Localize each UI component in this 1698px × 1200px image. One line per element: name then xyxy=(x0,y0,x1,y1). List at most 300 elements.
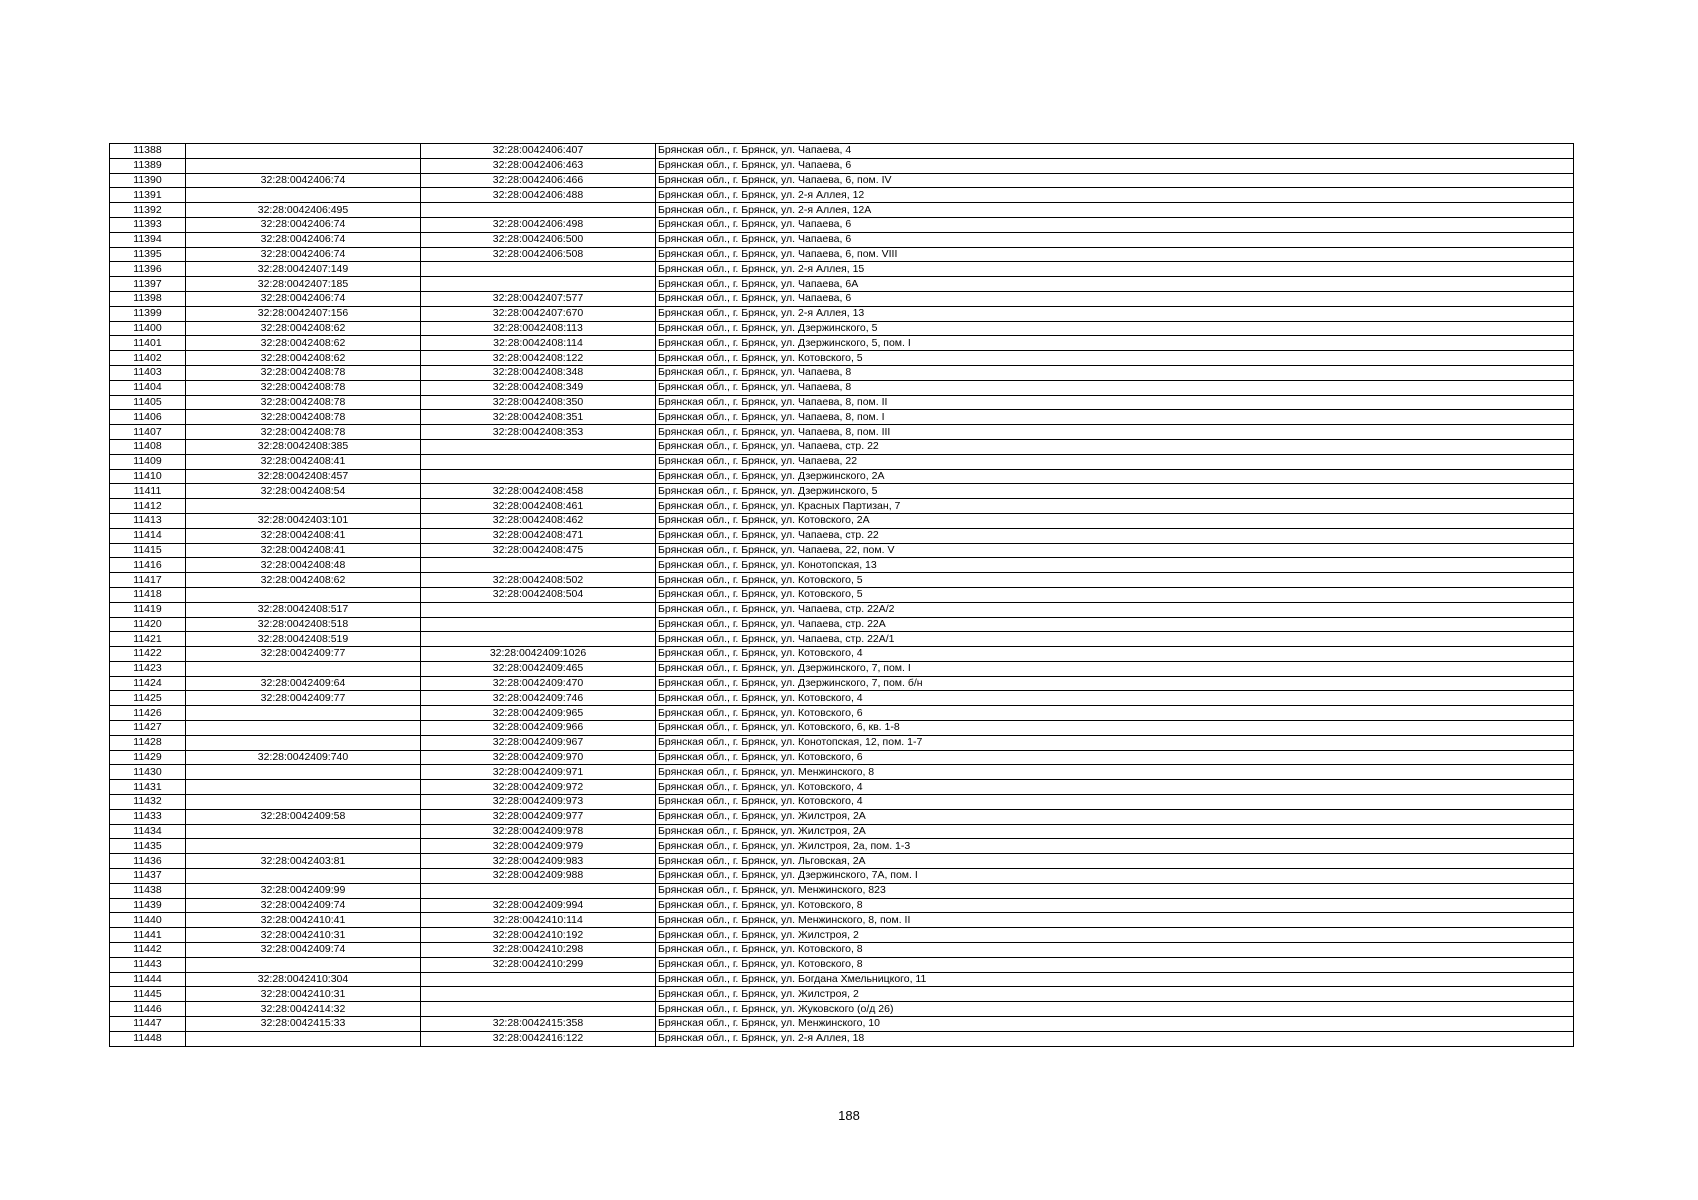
parcel-cadastral-number-cell: 32:28:0042408:62 xyxy=(186,573,421,588)
address-cell: Брянская обл., г. Брянск, ул. Чапаева, стр. 22А/2 xyxy=(656,602,1574,617)
parcel-cadastral-number-cell: 32:28:0042408:41 xyxy=(186,528,421,543)
address-cell: Брянская обл., г. Брянск, ул. Конотопская, 12, пом. 1-7 xyxy=(656,735,1574,750)
object-cadastral-number-cell: 32:28:0042408:351 xyxy=(421,410,656,425)
table-row xyxy=(110,898,1574,913)
row-number-cell: 11426 xyxy=(110,706,186,721)
row-number-cell: 11436 xyxy=(110,854,186,869)
row-number-cell: 11445 xyxy=(110,987,186,1002)
table-row xyxy=(110,144,1574,159)
parcel-cadastral-number-cell: 32:28:0042403:81 xyxy=(186,854,421,869)
parcel-cadastral-number-cell xyxy=(186,721,421,736)
table-row xyxy=(110,262,1574,277)
row-number-cell: 11427 xyxy=(110,721,186,736)
parcel-cadastral-number-cell: 32:28:0042407:149 xyxy=(186,262,421,277)
table-row xyxy=(110,1017,1574,1032)
parcel-cadastral-number-cell: 32:28:0042409:99 xyxy=(186,883,421,898)
address-cell: Брянская обл., г. Брянск, ул. Чапаева, 6 xyxy=(656,217,1574,232)
object-cadastral-number-cell: 32:28:0042408:471 xyxy=(421,528,656,543)
object-cadastral-number-cell: 32:28:0042416:122 xyxy=(421,1031,656,1046)
parcel-cadastral-number-cell: 32:28:0042408:41 xyxy=(186,543,421,558)
object-cadastral-number-cell: 32:28:0042408:353 xyxy=(421,425,656,440)
parcel-cadastral-number-cell: 32:28:0042408:78 xyxy=(186,425,421,440)
address-cell: Брянская обл., г. Брянск, ул. 2-я Аллея, 15 xyxy=(656,262,1574,277)
row-number-cell: 11401 xyxy=(110,336,186,351)
object-cadastral-number-cell: 32:28:0042408:114 xyxy=(421,336,656,351)
parcel-cadastral-number-cell: 32:28:0042410:31 xyxy=(186,928,421,943)
address-cell: Брянская обл., г. Брянск, ул. Чапаева, 22, пом. V xyxy=(656,543,1574,558)
row-number-cell: 11425 xyxy=(110,691,186,706)
address-cell: Брянская обл., г. Брянск, ул. Котовского, 8 xyxy=(656,943,1574,958)
address-cell: Брянская обл., г. Брянск, ул. Чапаева, 6, пом. IV xyxy=(656,173,1574,188)
table-row xyxy=(110,499,1574,514)
row-number-cell: 11424 xyxy=(110,676,186,691)
parcel-cadastral-number-cell: 32:28:0042410:304 xyxy=(186,972,421,987)
object-cadastral-number-cell xyxy=(421,277,656,292)
parcel-cadastral-number-cell xyxy=(186,188,421,203)
row-number-cell: 11393 xyxy=(110,217,186,232)
parcel-cadastral-number-cell: 32:28:0042408:78 xyxy=(186,365,421,380)
table-row xyxy=(110,913,1574,928)
object-cadastral-number-cell: 32:28:0042406:407 xyxy=(421,144,656,159)
table-row xyxy=(110,987,1574,1002)
parcel-cadastral-number-cell: 32:28:0042406:74 xyxy=(186,291,421,306)
object-cadastral-number-cell: 32:28:0042406:508 xyxy=(421,247,656,262)
parcel-cadastral-number-cell: 32:28:0042403:101 xyxy=(186,513,421,528)
table-row xyxy=(110,158,1574,173)
row-number-cell: 11410 xyxy=(110,469,186,484)
table-row xyxy=(110,410,1574,425)
object-cadastral-number-cell xyxy=(421,558,656,573)
object-cadastral-number-cell xyxy=(421,439,656,454)
address-cell: Брянская обл., г. Брянск, ул. Дзержинского, 5 xyxy=(656,484,1574,499)
parcel-cadastral-number-cell xyxy=(186,839,421,854)
row-number-cell: 11420 xyxy=(110,617,186,632)
row-number-cell: 11417 xyxy=(110,573,186,588)
row-number-cell: 11441 xyxy=(110,928,186,943)
row-number-cell: 11391 xyxy=(110,188,186,203)
row-number-cell: 11413 xyxy=(110,513,186,528)
table-row xyxy=(110,809,1574,824)
address-cell: Брянская обл., г. Брянск, ул. Чапаева, стр. 22А xyxy=(656,617,1574,632)
table-row xyxy=(110,1031,1574,1046)
parcel-cadastral-number-cell xyxy=(186,824,421,839)
parcel-cadastral-number-cell: 32:28:0042408:62 xyxy=(186,336,421,351)
parcel-cadastral-number-cell: 32:28:0042407:156 xyxy=(186,306,421,321)
row-number-cell: 11394 xyxy=(110,232,186,247)
parcel-cadastral-number-cell xyxy=(186,780,421,795)
address-cell: Брянская обл., г. Брянск, ул. Красных Партизан, 7 xyxy=(656,499,1574,514)
object-cadastral-number-cell: 32:28:0042409:973 xyxy=(421,795,656,810)
address-cell: Брянская обл., г. Брянск, ул. Котовского, 4 xyxy=(656,795,1574,810)
object-cadastral-number-cell xyxy=(421,602,656,617)
address-cell: Брянская обл., г. Брянск, ул. Чапаева, 8, пом. III xyxy=(656,425,1574,440)
object-cadastral-number-cell xyxy=(421,203,656,218)
address-cell: Брянская обл., г. Брянск, ул. Чапаева, 8, пом. II xyxy=(656,395,1574,410)
address-cell: Брянская обл., г. Брянск, ул. Чапаева, 6 xyxy=(656,291,1574,306)
address-cell: Брянская обл., г. Брянск, ул. 2-я Аллея, 12А xyxy=(656,203,1574,218)
object-cadastral-number-cell: 32:28:0042409:746 xyxy=(421,691,656,706)
row-number-cell: 11412 xyxy=(110,499,186,514)
address-cell: Брянская обл., г. Брянск, ул. Дзержинского, 7, пом. б/н xyxy=(656,676,1574,691)
table-row xyxy=(110,454,1574,469)
object-cadastral-number-cell: 32:28:0042410:299 xyxy=(421,957,656,972)
address-cell: Брянская обл., г. Брянск, ул. Дзержинского, 7А, пом. I xyxy=(656,869,1574,884)
table-row xyxy=(110,188,1574,203)
table-row xyxy=(110,217,1574,232)
object-cadastral-number-cell: 32:28:0042409:983 xyxy=(421,854,656,869)
parcel-cadastral-number-cell xyxy=(186,499,421,514)
address-cell: Брянская обл., г. Брянск, ул. Чапаева, 6 xyxy=(656,158,1574,173)
table-row xyxy=(110,232,1574,247)
row-number-cell: 11403 xyxy=(110,365,186,380)
table-row xyxy=(110,528,1574,543)
parcel-cadastral-number-cell: 32:28:0042409:64 xyxy=(186,676,421,691)
object-cadastral-number-cell xyxy=(421,1002,656,1017)
address-cell: Брянская обл., г. Брянск, ул. Дзержинского, 5 xyxy=(656,321,1574,336)
address-cell: Брянская обл., г. Брянск, ул. Жуковского (о/д 26) xyxy=(656,1002,1574,1017)
address-cell: Брянская обл., г. Брянск, ул. Котовского, 8 xyxy=(656,957,1574,972)
table-row xyxy=(110,750,1574,765)
address-cell: Брянская обл., г. Брянск, ул. Чапаева, 8 xyxy=(656,380,1574,395)
parcel-cadastral-number-cell: 32:28:0042408:62 xyxy=(186,351,421,366)
object-cadastral-number-cell xyxy=(421,454,656,469)
object-cadastral-number-cell: 32:28:0042409:965 xyxy=(421,706,656,721)
table-row xyxy=(110,676,1574,691)
object-cadastral-number-cell: 32:28:0042409:988 xyxy=(421,869,656,884)
object-cadastral-number-cell: 32:28:0042409:994 xyxy=(421,898,656,913)
table-row xyxy=(110,1002,1574,1017)
row-number-cell: 11399 xyxy=(110,306,186,321)
table-row xyxy=(110,558,1574,573)
parcel-cadastral-number-cell: 32:28:0042408:78 xyxy=(186,380,421,395)
row-number-cell: 11388 xyxy=(110,144,186,159)
address-cell: Брянская обл., г. Брянск, ул. Чапаева, стр. 22 xyxy=(656,439,1574,454)
table-row xyxy=(110,957,1574,972)
row-number-cell: 11418 xyxy=(110,587,186,602)
parcel-cadastral-number-cell xyxy=(186,661,421,676)
row-number-cell: 11392 xyxy=(110,203,186,218)
row-number-cell: 11440 xyxy=(110,913,186,928)
row-number-cell: 11408 xyxy=(110,439,186,454)
object-cadastral-number-cell: 32:28:0042409:977 xyxy=(421,809,656,824)
address-cell: Брянская обл., г. Брянск, ул. Чапаева, 22 xyxy=(656,454,1574,469)
object-cadastral-number-cell: 32:28:0042406:463 xyxy=(421,158,656,173)
address-cell: Брянская обл., г. Брянск, ул. 2-я Аллея, 12 xyxy=(656,188,1574,203)
address-cell: Брянская обл., г. Брянск, ул. Котовского, 2А xyxy=(656,513,1574,528)
row-number-cell: 11439 xyxy=(110,898,186,913)
address-cell: Брянская обл., г. Брянск, ул. Котовского, 6 xyxy=(656,750,1574,765)
address-cell: Брянская обл., г. Брянск, ул. Чапаева, 6 xyxy=(656,232,1574,247)
table-body xyxy=(110,144,1574,1047)
parcel-cadastral-number-cell xyxy=(186,158,421,173)
row-number-cell: 11398 xyxy=(110,291,186,306)
address-cell: Брянская обл., г. Брянск, ул. Богдана Хмельницкого, 11 xyxy=(656,972,1574,987)
address-cell: Брянская обл., г. Брянск, ул. Жилстроя, 2 xyxy=(656,928,1574,943)
parcel-cadastral-number-cell: 32:28:0042409:77 xyxy=(186,647,421,662)
parcel-cadastral-number-cell xyxy=(186,765,421,780)
address-cell: Брянская обл., г. Брянск, ул. Дзержинского, 5, пом. I xyxy=(656,336,1574,351)
row-number-cell: 11437 xyxy=(110,869,186,884)
row-number-cell: 11404 xyxy=(110,380,186,395)
table-row xyxy=(110,173,1574,188)
object-cadastral-number-cell: 32:28:0042408:113 xyxy=(421,321,656,336)
object-cadastral-number-cell: 32:28:0042407:577 xyxy=(421,291,656,306)
parcel-cadastral-number-cell: 32:28:0042408:78 xyxy=(186,410,421,425)
table-row xyxy=(110,943,1574,958)
table-row xyxy=(110,573,1574,588)
object-cadastral-number-cell: 32:28:0042408:462 xyxy=(421,513,656,528)
address-cell: Брянская обл., г. Брянск, ул. Чапаева, 8 xyxy=(656,365,1574,380)
row-number-cell: 11414 xyxy=(110,528,186,543)
parcel-cadastral-number-cell: 32:28:0042410:31 xyxy=(186,987,421,1002)
table-row xyxy=(110,277,1574,292)
object-cadastral-number-cell: 32:28:0042406:466 xyxy=(421,173,656,188)
table-row xyxy=(110,484,1574,499)
object-cadastral-number-cell: 32:28:0042409:972 xyxy=(421,780,656,795)
table-row xyxy=(110,824,1574,839)
address-cell: Брянская обл., г. Брянск, ул. Чапаева, 6А xyxy=(656,277,1574,292)
object-cadastral-number-cell: 32:28:0042409:465 xyxy=(421,661,656,676)
row-number-cell: 11395 xyxy=(110,247,186,262)
table-row xyxy=(110,602,1574,617)
address-cell: Брянская обл., г. Брянск, ул. Котовского, 6, кв. 1-8 xyxy=(656,721,1574,736)
address-cell: Брянская обл., г. Брянск, ул. Котовского, 4 xyxy=(656,780,1574,795)
row-number-cell: 11446 xyxy=(110,1002,186,1017)
parcel-cadastral-number-cell xyxy=(186,1031,421,1046)
row-number-cell: 11407 xyxy=(110,425,186,440)
object-cadastral-number-cell: 32:28:0042406:498 xyxy=(421,217,656,232)
object-cadastral-number-cell: 32:28:0042408:348 xyxy=(421,365,656,380)
row-number-cell: 11430 xyxy=(110,765,186,780)
address-cell: Брянская обл., г. Брянск, ул. 2-я Аллея, 18 xyxy=(656,1031,1574,1046)
parcel-cadastral-number-cell xyxy=(186,144,421,159)
row-number-cell: 11400 xyxy=(110,321,186,336)
object-cadastral-number-cell: 32:28:0042410:192 xyxy=(421,928,656,943)
object-cadastral-number-cell: 32:28:0042408:122 xyxy=(421,351,656,366)
object-cadastral-number-cell: 32:28:0042408:350 xyxy=(421,395,656,410)
object-cadastral-number-cell: 32:28:0042408:461 xyxy=(421,499,656,514)
parcel-cadastral-number-cell: 32:28:0042406:74 xyxy=(186,247,421,262)
address-cell: Брянская обл., г. Брянск, ул. Чапаева, 4 xyxy=(656,144,1574,159)
parcel-cadastral-number-cell: 32:28:0042408:457 xyxy=(186,469,421,484)
row-number-cell: 11447 xyxy=(110,1017,186,1032)
object-cadastral-number-cell xyxy=(421,972,656,987)
object-cadastral-number-cell xyxy=(421,469,656,484)
page-number: 188 xyxy=(838,1108,860,1123)
address-cell: Брянская обл., г. Брянск, ул. Менжинского, 8 xyxy=(656,765,1574,780)
parcel-cadastral-number-cell: 32:28:0042414:32 xyxy=(186,1002,421,1017)
address-cell: Брянская обл., г. Брянск, ул. Котовского, 8 xyxy=(656,898,1574,913)
parcel-cadastral-number-cell: 32:28:0042406:74 xyxy=(186,217,421,232)
table-row xyxy=(110,425,1574,440)
row-number-cell: 11433 xyxy=(110,809,186,824)
row-number-cell: 11434 xyxy=(110,824,186,839)
parcel-cadastral-number-cell: 32:28:0042409:77 xyxy=(186,691,421,706)
address-cell: Брянская обл., г. Брянск, ул. 2-я Аллея, 13 xyxy=(656,306,1574,321)
address-cell: Брянская обл., г. Брянск, ул. Жилстроя, 2 xyxy=(656,987,1574,1002)
address-cell: Брянская обл., г. Брянск, ул. Дзержинского, 7, пом. I xyxy=(656,661,1574,676)
row-number-cell: 11411 xyxy=(110,484,186,499)
parcel-cadastral-number-cell: 32:28:0042406:495 xyxy=(186,203,421,218)
parcel-cadastral-number-cell: 32:28:0042410:41 xyxy=(186,913,421,928)
parcel-cadastral-number-cell: 32:28:0042415:33 xyxy=(186,1017,421,1032)
table-row xyxy=(110,336,1574,351)
parcel-cadastral-number-cell xyxy=(186,795,421,810)
object-cadastral-number-cell: 32:28:0042415:358 xyxy=(421,1017,656,1032)
parcel-cadastral-number-cell xyxy=(186,957,421,972)
table-row xyxy=(110,972,1574,987)
row-number-cell: 11435 xyxy=(110,839,186,854)
row-number-cell: 11419 xyxy=(110,602,186,617)
address-cell: Брянская обл., г. Брянск, ул. Жилстроя, 2А xyxy=(656,824,1574,839)
object-cadastral-number-cell xyxy=(421,617,656,632)
table-row xyxy=(110,854,1574,869)
parcel-cadastral-number-cell: 32:28:0042409:58 xyxy=(186,809,421,824)
row-number-cell: 11443 xyxy=(110,957,186,972)
row-number-cell: 11438 xyxy=(110,883,186,898)
parcel-cadastral-number-cell: 32:28:0042409:74 xyxy=(186,943,421,958)
table-row xyxy=(110,587,1574,602)
address-cell: Брянская обл., г. Брянск, ул. Жилстроя, 2А xyxy=(656,809,1574,824)
object-cadastral-number-cell: 32:28:0042408:458 xyxy=(421,484,656,499)
address-cell: Брянская обл., г. Брянск, ул. Дзержинского, 2А xyxy=(656,469,1574,484)
table-row xyxy=(110,839,1574,854)
parcel-cadastral-number-cell: 32:28:0042409:740 xyxy=(186,750,421,765)
address-cell: Брянская обл., г. Брянск, ул. Котовского, 5 xyxy=(656,587,1574,602)
parcel-cadastral-number-cell xyxy=(186,735,421,750)
address-cell: Брянская обл., г. Брянск, ул. Конотопская, 13 xyxy=(656,558,1574,573)
object-cadastral-number-cell xyxy=(421,262,656,277)
object-cadastral-number-cell xyxy=(421,987,656,1002)
address-cell: Брянская обл., г. Брянск, ул. Жилстроя, 2а, пом. 1-3 xyxy=(656,839,1574,854)
parcel-cadastral-number-cell: 32:28:0042408:385 xyxy=(186,439,421,454)
address-cell: Брянская обл., г. Брянск, ул. Котовского, 5 xyxy=(656,573,1574,588)
object-cadastral-number-cell: 32:28:0042409:978 xyxy=(421,824,656,839)
parcel-cadastral-number-cell: 32:28:0042408:78 xyxy=(186,395,421,410)
object-cadastral-number-cell: 32:28:0042409:967 xyxy=(421,735,656,750)
object-cadastral-number-cell: 32:28:0042409:971 xyxy=(421,765,656,780)
object-cadastral-number-cell: 32:28:0042408:502 xyxy=(421,573,656,588)
table-row xyxy=(110,247,1574,262)
parcel-cadastral-number-cell: 32:28:0042408:519 xyxy=(186,632,421,647)
parcel-cadastral-number-cell xyxy=(186,587,421,602)
cadastral-register-table xyxy=(109,143,1574,1047)
row-number-cell: 11431 xyxy=(110,780,186,795)
table-row xyxy=(110,203,1574,218)
table-row xyxy=(110,661,1574,676)
row-number-cell: 11422 xyxy=(110,647,186,662)
parcel-cadastral-number-cell: 32:28:0042408:518 xyxy=(186,617,421,632)
table-row xyxy=(110,883,1574,898)
row-number-cell: 11442 xyxy=(110,943,186,958)
object-cadastral-number-cell: 32:28:0042409:1026 xyxy=(421,647,656,662)
object-cadastral-number-cell xyxy=(421,632,656,647)
address-cell: Брянская обл., г. Брянск, ул. Льговская, 2А xyxy=(656,854,1574,869)
address-cell: Брянская обл., г. Брянск, ул. Менжинского, 8, пом. II xyxy=(656,913,1574,928)
table-row xyxy=(110,765,1574,780)
object-cadastral-number-cell: 32:28:0042408:349 xyxy=(421,380,656,395)
table-row xyxy=(110,721,1574,736)
table-row xyxy=(110,291,1574,306)
row-number-cell: 11405 xyxy=(110,395,186,410)
row-number-cell: 11432 xyxy=(110,795,186,810)
object-cadastral-number-cell: 32:28:0042409:979 xyxy=(421,839,656,854)
row-number-cell: 11402 xyxy=(110,351,186,366)
object-cadastral-number-cell: 32:28:0042409:470 xyxy=(421,676,656,691)
parcel-cadastral-number-cell: 32:28:0042408:48 xyxy=(186,558,421,573)
row-number-cell: 11406 xyxy=(110,410,186,425)
row-number-cell: 11415 xyxy=(110,543,186,558)
row-number-cell: 11444 xyxy=(110,972,186,987)
object-cadastral-number-cell: 32:28:0042406:500 xyxy=(421,232,656,247)
row-number-cell: 11421 xyxy=(110,632,186,647)
row-number-cell: 11416 xyxy=(110,558,186,573)
table-row xyxy=(110,380,1574,395)
row-number-cell: 11389 xyxy=(110,158,186,173)
row-number-cell: 11448 xyxy=(110,1031,186,1046)
parcel-cadastral-number-cell: 32:28:0042407:185 xyxy=(186,277,421,292)
table-row xyxy=(110,632,1574,647)
object-cadastral-number-cell xyxy=(421,883,656,898)
table-row xyxy=(110,780,1574,795)
parcel-cadastral-number-cell: 32:28:0042406:74 xyxy=(186,173,421,188)
address-cell: Брянская обл., г. Брянск, ул. Чапаева, 8, пом. I xyxy=(656,410,1574,425)
row-number-cell: 11390 xyxy=(110,173,186,188)
table-row xyxy=(110,617,1574,632)
row-number-cell: 11428 xyxy=(110,735,186,750)
address-cell: Брянская обл., г. Брянск, ул. Котовского, 5 xyxy=(656,351,1574,366)
parcel-cadastral-number-cell xyxy=(186,869,421,884)
address-cell: Брянская обл., г. Брянск, ул. Чапаева, стр. 22А/1 xyxy=(656,632,1574,647)
table-row xyxy=(110,735,1574,750)
parcel-cadastral-number-cell: 32:28:0042409:74 xyxy=(186,898,421,913)
row-number-cell: 11409 xyxy=(110,454,186,469)
row-number-cell: 11423 xyxy=(110,661,186,676)
parcel-cadastral-number-cell: 32:28:0042408:62 xyxy=(186,321,421,336)
address-cell: Брянская обл., г. Брянск, ул. Чапаева, 6, пом. VIII xyxy=(656,247,1574,262)
object-cadastral-number-cell: 32:28:0042409:966 xyxy=(421,721,656,736)
object-cadastral-number-cell: 32:28:0042407:670 xyxy=(421,306,656,321)
object-cadastral-number-cell: 32:28:0042409:970 xyxy=(421,750,656,765)
table-row xyxy=(110,395,1574,410)
table-row xyxy=(110,795,1574,810)
address-cell: Брянская обл., г. Брянск, ул. Котовского, 4 xyxy=(656,691,1574,706)
row-number-cell: 11397 xyxy=(110,277,186,292)
object-cadastral-number-cell: 32:28:0042408:504 xyxy=(421,587,656,602)
table-row xyxy=(110,928,1574,943)
parcel-cadastral-number-cell xyxy=(186,706,421,721)
parcel-cadastral-number-cell: 32:28:0042408:41 xyxy=(186,454,421,469)
address-cell: Брянская обл., г. Брянск, ул. Менжинского, 10 xyxy=(656,1017,1574,1032)
parcel-cadastral-number-cell: 32:28:0042406:74 xyxy=(186,232,421,247)
table-row xyxy=(110,469,1574,484)
object-cadastral-number-cell: 32:28:0042410:298 xyxy=(421,943,656,958)
table-row xyxy=(110,691,1574,706)
table-row xyxy=(110,869,1574,884)
address-cell: Брянская обл., г. Брянск, ул. Котовского, 6 xyxy=(656,706,1574,721)
table-row xyxy=(110,351,1574,366)
object-cadastral-number-cell: 32:28:0042408:475 xyxy=(421,543,656,558)
address-cell: Брянская обл., г. Брянск, ул. Чапаева, стр. 22 xyxy=(656,528,1574,543)
parcel-cadastral-number-cell: 32:28:0042408:517 xyxy=(186,602,421,617)
table-row xyxy=(110,513,1574,528)
address-cell: Брянская обл., г. Брянск, ул. Менжинского, 823 xyxy=(656,883,1574,898)
object-cadastral-number-cell: 32:28:0042410:114 xyxy=(421,913,656,928)
row-number-cell: 11396 xyxy=(110,262,186,277)
object-cadastral-number-cell: 32:28:0042406:488 xyxy=(421,188,656,203)
table-row xyxy=(110,365,1574,380)
table-row xyxy=(110,321,1574,336)
